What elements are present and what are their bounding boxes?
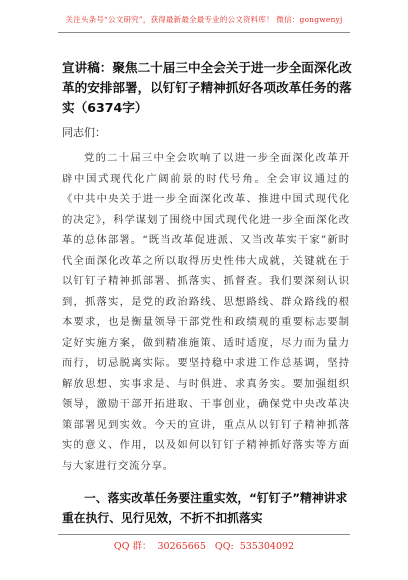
qq-number: 535304092 (239, 541, 295, 552)
document-title: 宣讲稿：聚焦二十届三中全会关于进一步全面深化改革的安排部署，以钉钉子精神抓好各项改革任务的落实（6374字） (62, 60, 352, 115)
footer-contact (0, 538, 408, 552)
qq-group-label: QQ 群： (113, 541, 152, 552)
header-banner: 关注头条号“公文研究”，获得最新最全最专业的公文资料库！ 微信：gongwenyj (65, 15, 343, 24)
qq-label: QQ: (214, 541, 234, 552)
body-paragraph: 党的二十届三中全会吹响了以进一步全面深化改革开辟中国式现代化广阔前景的时代号角。全会审议通过的《中共中央关于进一步全面深化改革、推进中国式现代化的决定》，科学谋划了围绕中国式现代化进一步全面深化改革的总体部署。“既当改革促进派、又当改革实干家”新时代全面深化改革之所以取得历史性伟大成就，关键就在于以钉钉子精神抓部署、抓落实、抓督查。我们要深刻认识到，抓落实，是党的政治路线、思想路线、群众路线的根本要求，也是衡量领导干部党性和政绩观的重要标志要制定好实施方案，做到精准施策、适时适度，尽力而为量力而行，切忌脱离实际。要坚持稳中求进工作总基调，坚持解放思想、实事求是、与时俱进、求真务实。要加强组织领导，激励干部开拓进取、干事创业，确保党中央改革决策部署见到实效。今天的宣讲，重点从以钉钉子精神抓落实的意义、作用，以及如何以钉钉子精神抓好落实等方面与大家进行交流分享。 (62, 152, 350, 472)
qq-group-number: 30265665 (157, 541, 206, 552)
section-heading: 一、落实改革任务要注重实效，“钉钉子”精神讲求重在执行、见行见效，不折不扣抓落实 (62, 491, 348, 525)
header-divider (58, 32, 350, 33)
footer-divider (58, 534, 350, 535)
salutation: 同志们： (62, 126, 106, 139)
